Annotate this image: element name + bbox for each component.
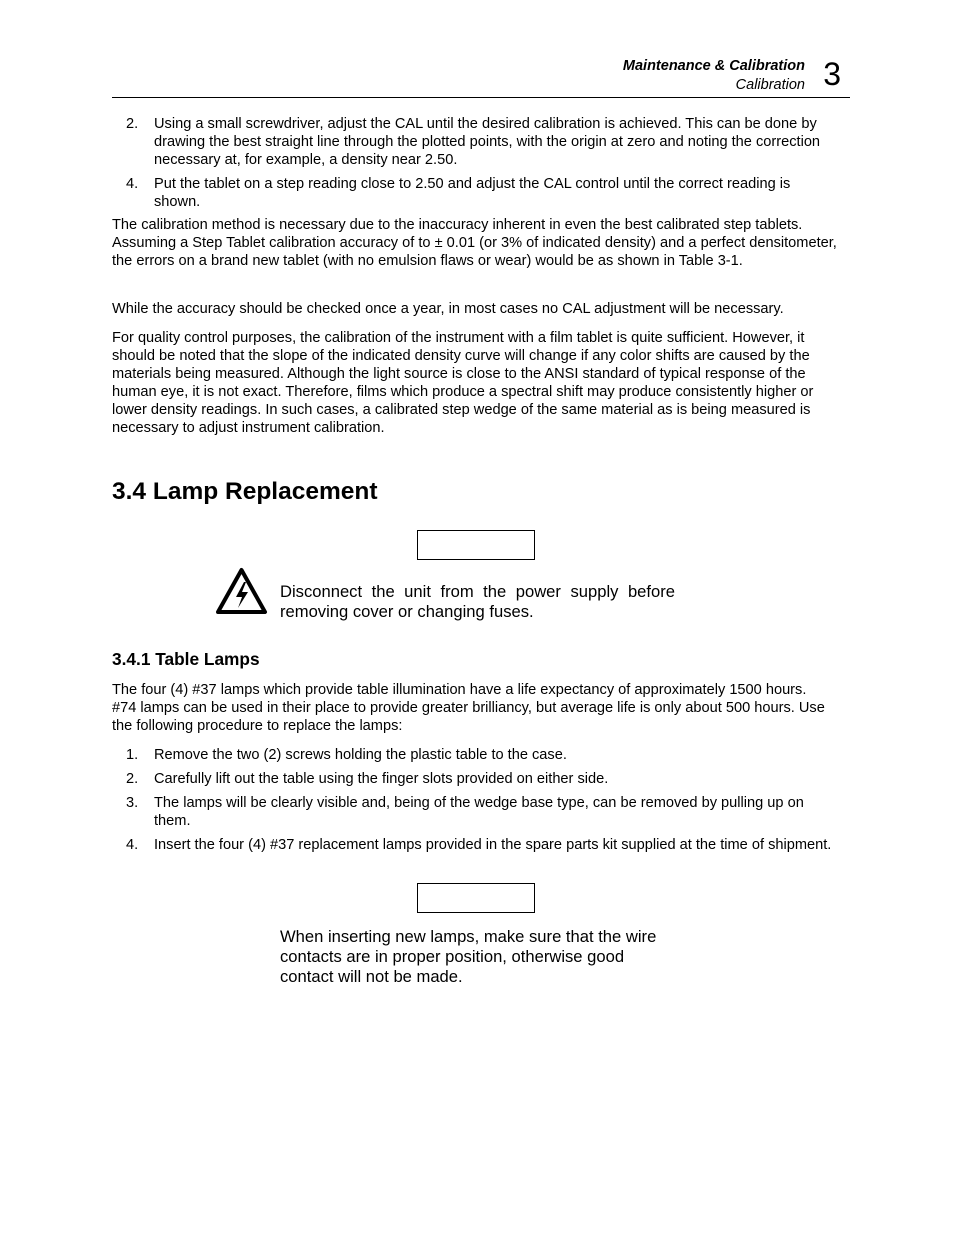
paragraph-accuracy-check: While the accuracy should be checked once a year, in most cases no CAL adjustment will be necessary. (112, 301, 784, 317)
paragraph-table-lamps-intro: The four (4) #37 lamps which provide table illumination have a life expectancy of approximately 1500 hours. #74 lamps can be used in their place to provide greater brilliancy, but average life is only about 500 hours. Use the following procedure to replace the lamps: (112, 682, 825, 734)
lamp-replacement-steps-list (126, 746, 840, 854)
list-item-text: Insert the four (4) #37 replacement lamps provided in the spare parts kit supplied at the time of shipment. (154, 837, 832, 853)
list-item-text: Carefully lift out the table using the finger slots provided on either side. (154, 771, 609, 787)
header-subsection-title: Calibration (735, 77, 805, 93)
note-label-box (417, 883, 535, 913)
list-item (126, 175, 840, 211)
header-section-title: Maintenance & Calibration (622, 58, 805, 74)
list-item-text: Using a small screwdriver, adjust the CAL until the desired calibration is achieved. This can be done by drawing the best straight line through the plotted points, with the origin at zero and noting the correction necessary at, for example, a density near 2.50. (154, 116, 821, 168)
list-item (126, 115, 840, 169)
subsection-heading: 3.4.1 Table Lamps (112, 649, 260, 669)
list-item-number: 4. (126, 176, 139, 192)
paragraph-quality-control: For quality control purposes, the calibration of the instrument with a film tablet is quite sufficient. However, it should be noted that the slope of the indicated density curve will change if any color shifts are caused by the materials being measured. Although the light source is close to the ANSI standard of typical response of the human eye, it is not exact. Therefore, films which produce a spectral shift may produce consistently higher or lower density readings. In such cases, a calibrated step wedge of the same material as is being measured is necessary to adjust instrument calibration. (112, 330, 814, 436)
paragraph-calibration-method: The calibration method is necessary due to the inaccuracy inherent in even the best calibrated step tablets. Assuming a Step Tablet calibration accuracy of to ± 0.01 (or 3% of indicated density) and a perfect densitometer, the errors on a brand new tablet (with no emulsion flaws or wear) would be as shown in Table 3-1. (112, 217, 837, 269)
list-item-number: 2. (126, 116, 139, 132)
list-item (126, 746, 840, 764)
list-item-text: Remove the two (2) screws holding the plastic table to the case. (154, 747, 567, 763)
list-item (126, 836, 840, 854)
calibration-steps-list (126, 115, 840, 211)
note-text: When inserting new lamps, make sure that the wire contacts are in proper position, otherwise good contact will not be made. (280, 927, 657, 986)
list-item-number: 3. (126, 795, 139, 811)
list-item (126, 794, 840, 830)
warning-label-box (417, 530, 535, 560)
list-item (126, 770, 840, 788)
page-header (112, 54, 850, 98)
list-item-text: The lamps will be clearly visible and, being of the wedge base type, can be removed by pulling up on them. (154, 795, 804, 829)
list-item-number: 4. (126, 837, 139, 853)
list-item-number: 2. (126, 771, 139, 787)
header-titles (623, 57, 805, 95)
chapter-number: 3 (823, 56, 841, 92)
section-heading: 3.4 Lamp Replacement (112, 478, 378, 505)
list-item-text: Put the tablet on a step reading close to 2.50 and adjust the CAL control until the correct reading is shown. (154, 176, 791, 210)
electric-shock-warning-icon (215, 567, 268, 615)
warning-text: Disconnect the unit from the power supply before removing cover or changing fuses. (280, 582, 675, 621)
list-item-number: 1. (126, 747, 139, 763)
